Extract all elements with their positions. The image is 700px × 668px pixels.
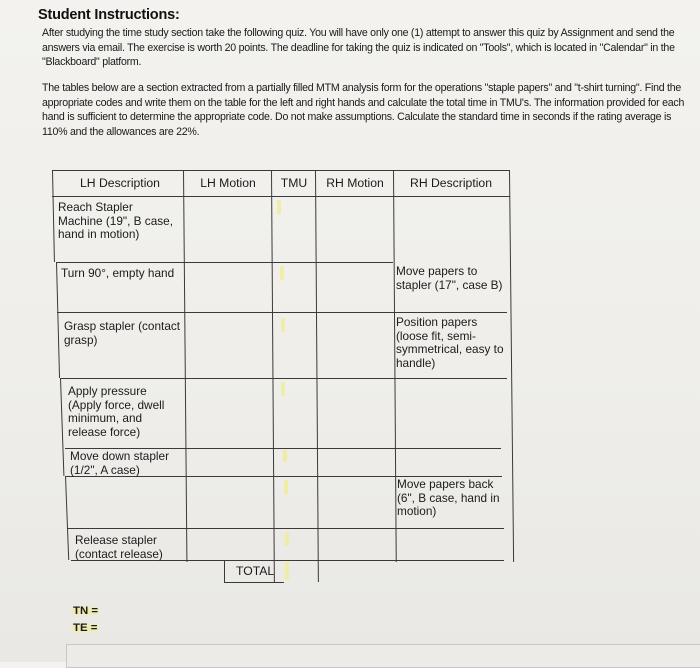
header-lh-motion: LH Motion (200, 176, 256, 190)
tn-label: TN = (73, 605, 99, 617)
header-rh-motion: RH Motion (326, 176, 384, 190)
lh-description-cell: Reach Stapler Machine (19", B case, hand in motion) (58, 200, 174, 242)
table-border-left (52, 170, 55, 262)
tmu-highlight-mark (285, 562, 289, 580)
header-tmu: TMU (280, 176, 308, 190)
tmu-highlight-mark (284, 480, 288, 494)
tmu-highlight-mark (280, 266, 284, 280)
table-border-top (52, 170, 510, 171)
tmu-highlight-mark (285, 532, 289, 546)
instructions-title: Student Instructions: (38, 7, 180, 23)
table-border-left (56, 262, 60, 378)
total-label: TOTAL (236, 564, 275, 578)
header-lh-description: LH Description (80, 176, 160, 190)
instructions-paragraph-2: The tables below are a section extracted from a partially filled MTM analysis form for the operations "staple papers" and "t-shirt turning". Find the appropriate codes and write them on the table for the left and right hands and calculate the total time in TMU's. The information provided for each hand is sufficient to determine the appropriate code. Do not make assumptions. Calculate the standard time in seconds if the rating average is 110% and the allowances are 22%. (42, 82, 685, 138)
tmu-highlight-mark (281, 382, 285, 396)
row-divider (61, 378, 507, 379)
header-rh-description: RH Description (410, 176, 492, 190)
row-divider (68, 528, 504, 529)
table-border-left (65, 476, 69, 560)
rh-description-cell: Position papers (loose fit, semi-symmetrical, easy to handle) (396, 315, 504, 370)
table-border-right (509, 170, 514, 562)
instructions-paragraph-1: After studying the time study section take the following quiz. You will have only one (1) attempt to answer this quiz by Assignment and send the answers via email. The exercise is worth 20 points. The deadline for taking the quiz is indicated on "Tools", which is located in "Calendar" in the "Blackboard" platform. (42, 27, 675, 69)
table-header-divider (52, 196, 510, 197)
col-divider-tmu (271, 170, 275, 582)
lh-description-cell: Apply pressure (Apply force, dwell minimum, and release force) (68, 384, 165, 439)
rh-description-cell: Move papers to stapler (17", case B) (396, 264, 503, 292)
total-cell-left (224, 560, 225, 582)
row-divider (57, 262, 393, 263)
mtm-analysis-table (52, 170, 510, 590)
total-row-bottom (224, 582, 284, 583)
lh-description-cell: Grasp stapler (contact grasp) (64, 319, 181, 347)
tmu-highlight-mark (277, 200, 281, 214)
answer-box-edge (66, 644, 700, 668)
lh-description-cell: Move down stapler (1/2", A case) (70, 449, 170, 477)
col-divider-lh-motion (183, 170, 187, 562)
table-border-left (60, 378, 64, 476)
col-divider-rh-motion (315, 170, 319, 582)
tmu-highlight-mark (283, 450, 287, 462)
lh-description-cell: Turn 90°, empty hand (61, 266, 175, 280)
row-divider (57, 312, 507, 313)
te-label: TE = (73, 622, 98, 634)
rh-description-cell: Move papers back (6", B case, hand in motion) (397, 477, 500, 519)
tmu-highlight-mark (281, 318, 285, 332)
lh-description-cell: Release stapler (contact release) (75, 533, 163, 561)
